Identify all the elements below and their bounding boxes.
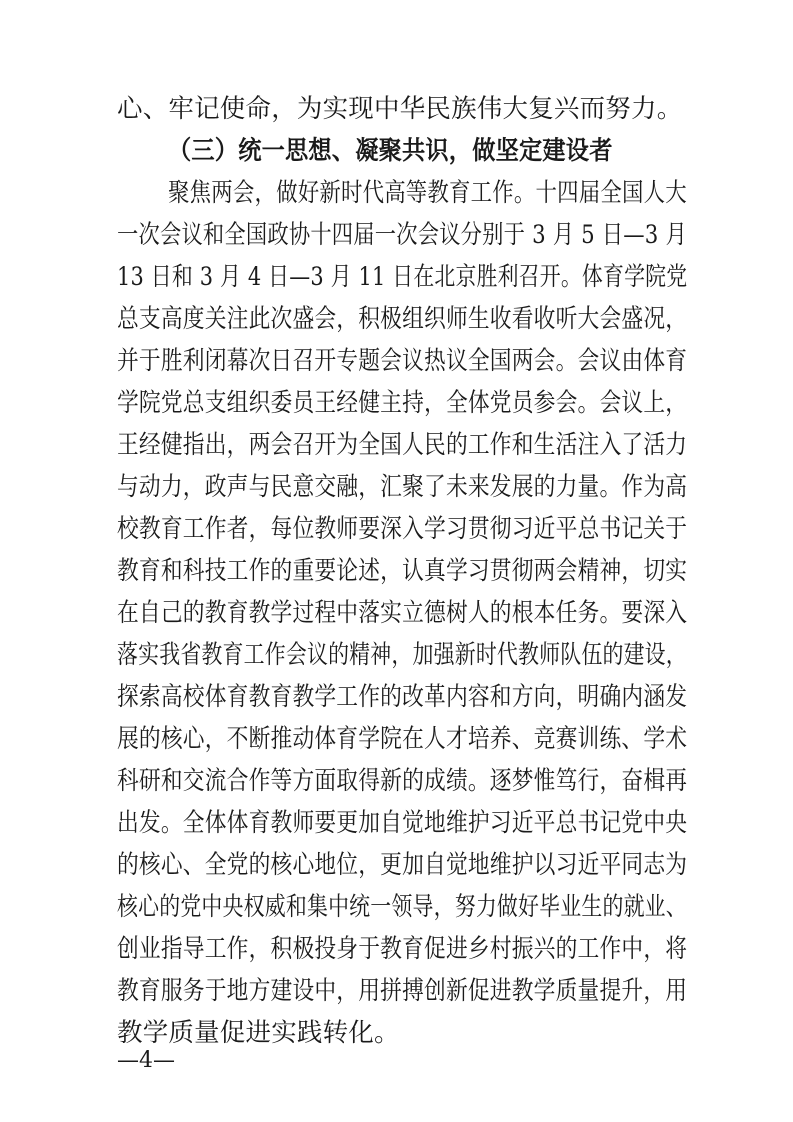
text-line: 在自己的教育教学过程中落实立德树人的根本任务。要深入 xyxy=(117,598,688,628)
text-line: 展的核心，不断推动体育学院在人才培养、竞赛训练、学术 xyxy=(117,724,688,754)
text-line: 13 日和 3 月 4 日—3 月 11 日在北京胜利召开。体育学院党 xyxy=(117,262,688,292)
text-line: 总支高度关注此次盛会，积极组织师生收看收听大会盛况， xyxy=(117,304,688,334)
text-line: 与动力，政声与民意交融，汇聚了未来发展的力量。作为高 xyxy=(117,472,688,502)
text-line: 教学质量促进实践转化。 xyxy=(117,1018,400,1048)
section-heading: （三）统一思想、凝聚共识，做坚定建设者 xyxy=(168,136,613,166)
text-line: 教育服务于地方建设中，用拼搏创新促进教学质量提升，用 xyxy=(117,976,688,1006)
text-line: 核心的党中央权威和集中统一领导，努力做好毕业生的就业、 xyxy=(117,892,687,922)
text-line: 并于胜利闭幕次日召开专题会议热议全国两会。会议由体育 xyxy=(117,346,688,376)
text-line: 一次会议和全国政协十四届一次会议分别于 3 月 5 日—3 月 xyxy=(117,220,687,250)
text-line: 校教育工作者，每位教师要深入学习贯彻习近平总书记关于 xyxy=(117,514,688,544)
text-line: 的核心、全党的核心地位，更加自觉地维护以习近平同志为 xyxy=(117,850,688,880)
text-line: 王经健指出，两会召开为全国人民的工作和生活注入了活力 xyxy=(117,430,688,460)
text-line: 落实我省教育工作会议的精神，加强新时代教师队伍的建设， xyxy=(117,640,687,670)
text-line: 教育和科技工作的重要论述，认真学习贯彻两会精神，切实 xyxy=(117,556,688,586)
text-line: 科研和交流合作等方面取得新的成绩。逐梦惟笃行，奋楫再 xyxy=(117,766,688,796)
text-line: 出发。全体体育教师要更加自觉地维护习近平总书记党中央 xyxy=(117,808,688,838)
text-line: 聚焦两会，做好新时代高等教育工作。十四届全国人大 xyxy=(168,178,687,208)
text-line: 心、牢记使命，为实现中华民族伟大复兴而努力。 xyxy=(117,94,683,124)
page-number: —4— xyxy=(117,1048,175,1073)
text-line: 创业指导工作，积极投身于教育促进乡村振兴的工作中，将 xyxy=(117,934,688,964)
text-line: 学院党总支组织委员王经健主持，全体党员参会。会议上， xyxy=(117,388,688,418)
text-line: 探索高校体育教育教学工作的改革内容和方向，明确内涵发 xyxy=(117,682,688,712)
